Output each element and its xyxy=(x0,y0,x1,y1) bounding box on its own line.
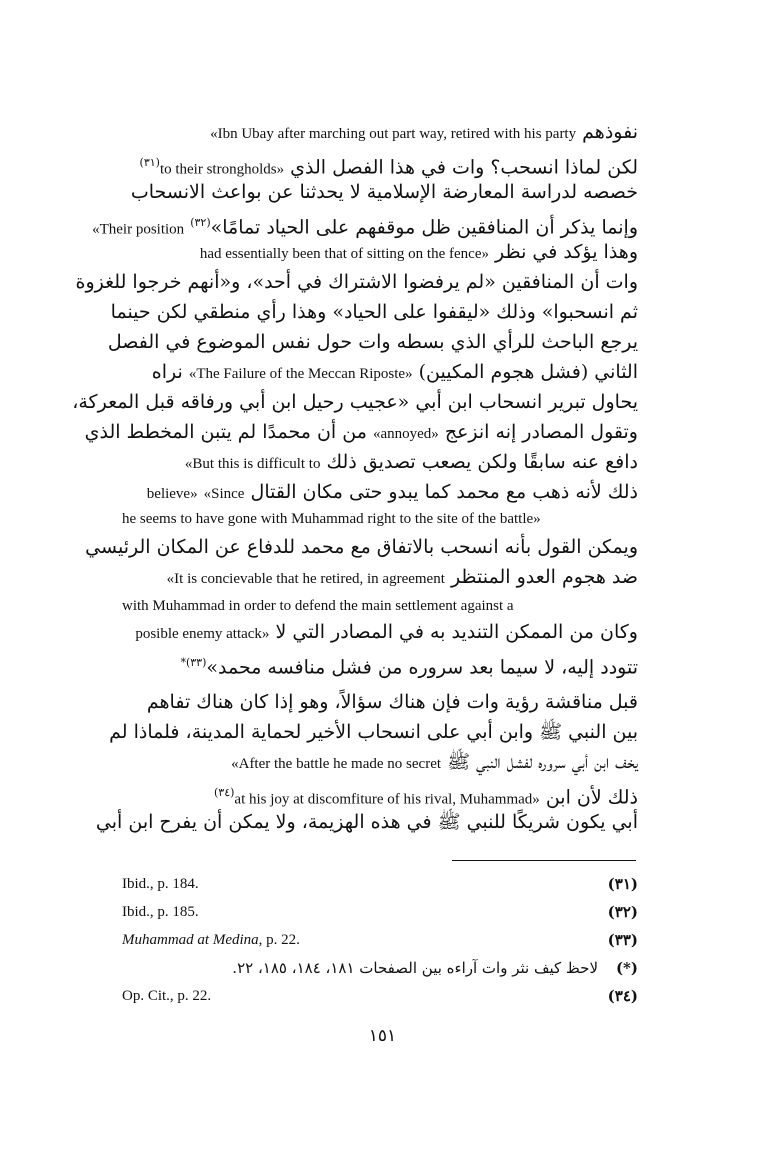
arabic-text: من أن محمدًا لم يتبن المخطط الذي xyxy=(84,421,367,443)
footnote xyxy=(122,956,638,980)
english-quote: with Muhammad in order to defend the main settlement against a xyxy=(122,598,514,614)
book-title: Muhammad at Medina xyxy=(122,932,259,948)
arabic-text: نفوذهم xyxy=(582,121,638,143)
english-quote: at his joy at discomfiture of his rival, Muhammad» xyxy=(234,791,540,808)
arabic-text: ثم انسحبوا» وذلك «ليقفوا على الحياد» وهذا رأي منطقي لكن حينما xyxy=(110,301,638,323)
arabic-text: ويمكن القول بأنه انسحب بالاتفاق مع محمد للدفاع عن المكان الرئيسي xyxy=(85,536,638,558)
footnote-number: (٣٢) xyxy=(607,903,638,921)
english-quote: «But this is difficult to xyxy=(184,456,321,472)
footnote-number: (٣٣) xyxy=(607,931,638,949)
arabic-text: أبي يكون شريكًا للنبي ﷺ في هذه الهزيمة، ولا يمكن أن يفرح ابن أبي xyxy=(95,811,638,833)
arabic-text: بين النبي ﷺ وابن أبي على انسحاب الأخير لحماية المدينة، فلماذا لم xyxy=(109,721,638,743)
arabic-text: خصصه لدراسة المعارضة الإسلامية لا يحدثنا عن بواعث الانسحاب xyxy=(130,181,638,203)
footnote-reference: Op. Cit., p. 22. xyxy=(122,988,212,1004)
english-quote: he seems to have gone with Muhammad right to the site of the battle» xyxy=(122,511,541,527)
text-line xyxy=(85,532,638,563)
english-quote: «After the battle he made no secret xyxy=(231,756,442,772)
text-line xyxy=(95,807,638,838)
footnote-reference: Ibid., p. 185. xyxy=(122,904,199,920)
footnote-separator xyxy=(452,860,636,861)
text-line xyxy=(122,777,638,808)
text-line xyxy=(122,117,638,148)
text-line xyxy=(92,207,638,239)
arabic-text: يرجع الباحث للرأي الذي بسطه وات حول نفس الموضوع في الفصل xyxy=(107,331,638,353)
arabic-text: وات أن المنافقين «لم يرفضوا الاشتراك في أحد»، و«أنهم خرجوا للغزوة xyxy=(75,271,638,293)
arabic-text: يحاول تبرير انسحاب ابن أبي «عجيب رحيل ابن أبي ورفاقه قبل المعركة، xyxy=(72,391,638,413)
english-quote: to their strongholds» xyxy=(159,161,285,178)
text-line xyxy=(110,297,638,328)
text-line xyxy=(72,387,638,418)
text-line xyxy=(122,502,638,533)
text-line xyxy=(122,447,638,478)
arabic-text: وتقول المصادر إنه انزعج xyxy=(444,421,638,443)
footnote-number: (٣٤) xyxy=(607,987,638,1005)
footnote xyxy=(122,872,638,896)
text-line xyxy=(122,747,638,778)
arabic-text: وكان من الممكن التنديد به في المصادر التي لا xyxy=(275,621,638,643)
english-quote: «Ibn Ubay after marching out part way, retired with his party xyxy=(210,126,577,142)
footnote-reference: Ibid., p. 184. xyxy=(122,876,199,892)
english-quote: «The Failure of the Meccan Riposte» xyxy=(188,366,413,382)
footnote-number: (٣١) xyxy=(607,875,638,893)
arabic-text: وهذا يؤكد في نظر xyxy=(495,241,638,263)
footnote-marker: (٣١) xyxy=(139,156,160,169)
text-line xyxy=(122,357,638,388)
arabic-text: قبل مناقشة رؤية وات فإن هناك سؤالاً، وهو إذا كان هناك تفاهم xyxy=(146,691,638,713)
arabic-text: تتودد إليه، لا سيما بعد سروره من فشل منافسه محمد» xyxy=(206,656,638,679)
text-line xyxy=(122,177,638,208)
footnote-marker: (٣٤) xyxy=(213,786,235,799)
arabic-text: دافع عنه سابقًا ولكن يصعب تصديق ذلك xyxy=(326,451,638,473)
page-ref: , p. 22. xyxy=(258,932,300,948)
arabic-text: نراه xyxy=(151,361,183,383)
footnote-marker: (٣٢) xyxy=(190,216,211,229)
arabic-text: ضد هجوم العدو المنتظر xyxy=(450,566,638,588)
text-line xyxy=(107,327,638,358)
text-line xyxy=(122,237,638,268)
footnote-arabic-text: لاحظ كيف نثر وات آراءه بين الصفحات ١٨١، ١٨٤، ١٨٥، ٢٢. xyxy=(232,959,598,977)
english-quote: had essentially been that of sitting on the fence» xyxy=(199,246,489,262)
arabic-text: لكن لماذا انسحب؟ وات في هذا الفصل الذي xyxy=(290,156,638,179)
arabic-text: وإنما يذكر أن المنافقين ظل موقفهم على الحياد تمامًا» xyxy=(210,216,638,239)
arabic-text: ذلك لأن ابن xyxy=(545,786,638,809)
text-line xyxy=(122,589,638,620)
text-line xyxy=(122,617,638,648)
page-number: ١٥١ xyxy=(368,1026,397,1046)
footnote xyxy=(122,928,638,952)
text-line xyxy=(84,417,638,448)
footnote-marker: (٣٣)* xyxy=(180,656,207,669)
footnote-number: (*) xyxy=(615,959,638,977)
arabic-text: الثاني (فشل هجوم المكيين) xyxy=(418,361,638,383)
english-quote: «annoyed» xyxy=(372,426,439,442)
footnote-reference xyxy=(122,928,300,952)
text-line xyxy=(122,147,638,178)
footnote xyxy=(122,984,638,1008)
footnote xyxy=(122,900,638,924)
english-quote: posible enemy attack» xyxy=(135,626,270,642)
text-line xyxy=(109,717,638,748)
text-line xyxy=(122,687,638,718)
arabic-text: يخف ابن أبي سروره لفشل النبي ﷺ xyxy=(447,751,638,773)
english-quote: believe» xyxy=(146,486,198,502)
english-quote: «It is concievable that he retired, in agreement xyxy=(166,571,445,587)
arabic-text: ذلك لأنه ذهب مع محمد كما يبدو حتى مكان القتال xyxy=(250,481,638,503)
text-line xyxy=(75,267,638,298)
text-line xyxy=(122,647,638,678)
english-quote: «Their position xyxy=(92,221,185,238)
english-quote: «Since xyxy=(203,486,245,502)
